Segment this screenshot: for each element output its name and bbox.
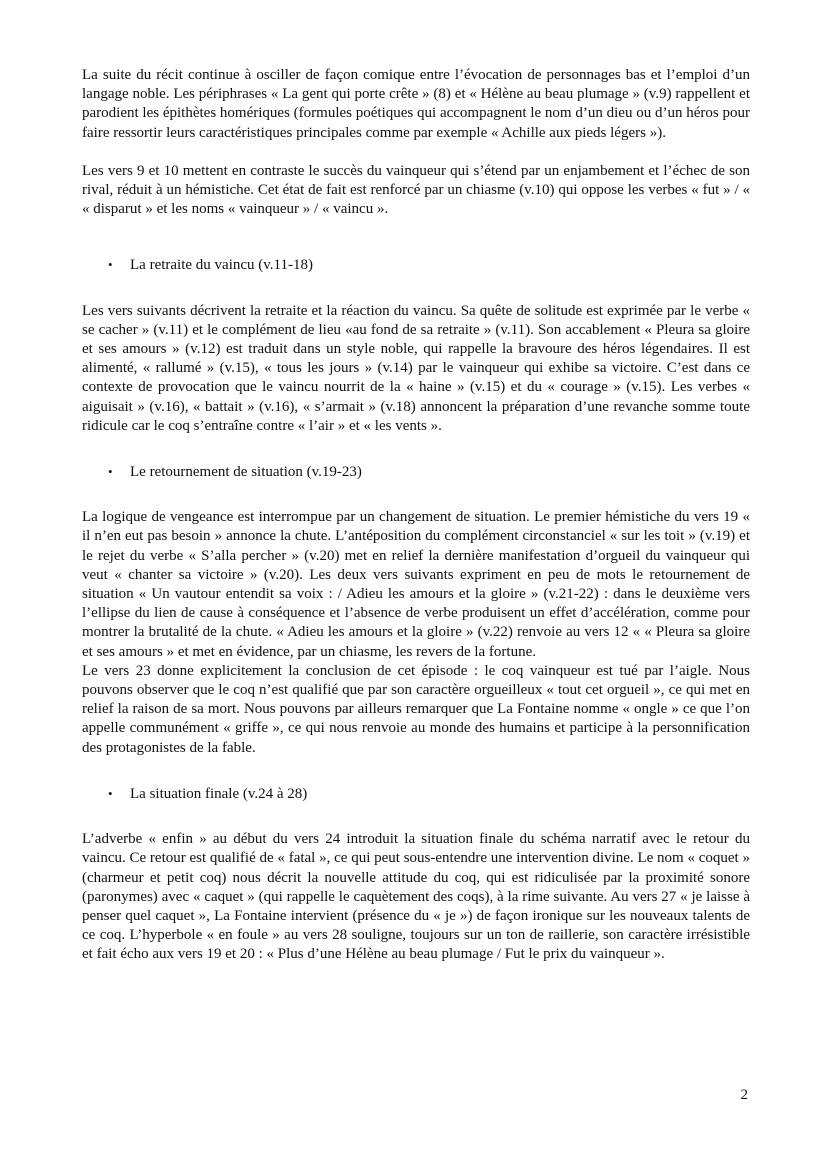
section-heading-retraite — [108, 255, 750, 275]
section-heading-label: Le retournement de situation (v.19-23) — [130, 464, 362, 481]
paragraph-4: La logique de vengeance est interrompue par un changement de situation. Le premier hémistiche du vers 19 « il n’en eut pas besoin » annonce la chute. L’antéposition du complément circonstanciel « sur les toit » (v.19) et le rejet du verbe « S’alla percher » (v.20) met en relief la dernière manifestation d’orgueil du vainqueur qui veut « chanter sa victoire » (v.20). Les deux vers suivants expriment en peu de mots le retournement de situation « Un vautour entendit sa voix : / Adieu les amours et la gloire » (v.21-22) : dans le deuxième vers l’ellipse du lien de cause à conséquence et l’absence de verbe produisent un effet d’accélération, comme pour montrer la brutalité de la chute. « Adieu les amours et la gloire » (v.22) renvoie au vers 12 « « Pleura sa gloire et ses amours » et met en évidence, par un chiasme, les revers de la fortune. — [82, 509, 750, 660]
paragraph-3: Les vers suivants décrivent la retraite et la réaction du vaincu. Sa quête de solitude est exprimée par le verbe « se cacher » (v.11) et le complément de lieu «au fond de sa retraite » (v.11). Son accablement « Pleura sa gloire et ses amours » (v.12) est traduit dans un style noble, qui rappelle la bravoure des héros légendaires. Il est alimenté, « rallumé » (v.15), « tous les jours » (v.14) par le vainqueur qui exhibe sa victoire. C’est dans ce contexte de provocation que le vaincu nourrit de la « haine » (v.15) et du « courage » (v.15). Les verbes « aiguisait » (v.16), « battait » (v.16), « s’armait » (v.18) annoncent la préparation d’une revanche somme toute ridicule car le coq s’entraîne contre « l’air » et « les vents ». — [82, 302, 750, 434]
bullet-icon: • — [108, 464, 113, 480]
paragraph-1: La suite du récit continue à osciller de façon comique entre l’évocation de personnages bas et l’emploi d’un langage noble. Les périphrases « La gent qui porte crête » (8) et « Hélène au beau plumage » (v.9) rappellent et parodient les épithètes homériques (formules poétiques qui accompagnent le nom d’un dieu ou d’un héros pour faire ressortir leurs caractéristiques principales comme par exemple « Achille aux pieds légers »). — [82, 67, 750, 141]
section-heading-label: La retraite du vaincu (v.11-18) — [130, 257, 313, 274]
bullet-icon: • — [108, 257, 113, 273]
paragraph-5: Le vers 23 donne explicitement la conclusion de cet épisode : le coq vainqueur est tué par l’aigle. Nous pouvons observer que le coq n’est qualifié que par son caractère orgueilleux « tout cet orgueil », ce qui met en relief la raison de sa mort. Nous pouvons par ailleurs remarquer que La Fontaine nomme « ongle » ce que l’on appelle communément « griffe », ce qui nous renvoie au monde des humains et participe à la personnification des protagonistes de la fable. — [82, 662, 750, 756]
paragraph-6: L’adverbe « enfin » au début du vers 24 introduit la situation finale du schéma narratif avec le retour du vaincu. Ce retour est qualifié de « fatal », ce qui peut sous-entendre une intervention divine. Le nom « coquet » (charmeur et petit coq) nous décrit la nouvelle attitude du coq, qui est ridiculisée par la proximité sonore (paronymes) avec « caquet » (qui rappelle le caquètement des coqs), à la rime suivante. Au vers 27 « je laisse à penser quel caquet », La Fontaine intervient (présence du « je ») de façon ironique sur les nouveaux talents de ce coq. L’hyperbole « en foule » au vers 28 souligne, toujours sur un ton de raillerie, son caractère irrésistible et fait écho aux vers 19 et 20 : « Plus d’une Hélène au beau plumage / Fut le prix du vainqueur ». — [82, 831, 750, 963]
document-page — [82, 66, 750, 965]
section-heading-retournement — [108, 462, 750, 482]
section-heading-label: La situation finale (v.24 à 28) — [130, 785, 308, 802]
section-heading-situation-finale — [108, 784, 750, 804]
bullet-icon: • — [108, 785, 113, 801]
page-number: 2 — [740, 1087, 748, 1103]
paragraph-2: Les vers 9 et 10 mettent en contraste le succès du vainqueur qui s’étend par un enjambement et l’échec de son rival, réduit à un hémistiche. Cet état de fait est renforcé par un chiasme (v.10) qui oppose les verbes « fut » / « « disparut » et les noms « vainqueur » / « vaincu ». — [82, 162, 750, 218]
